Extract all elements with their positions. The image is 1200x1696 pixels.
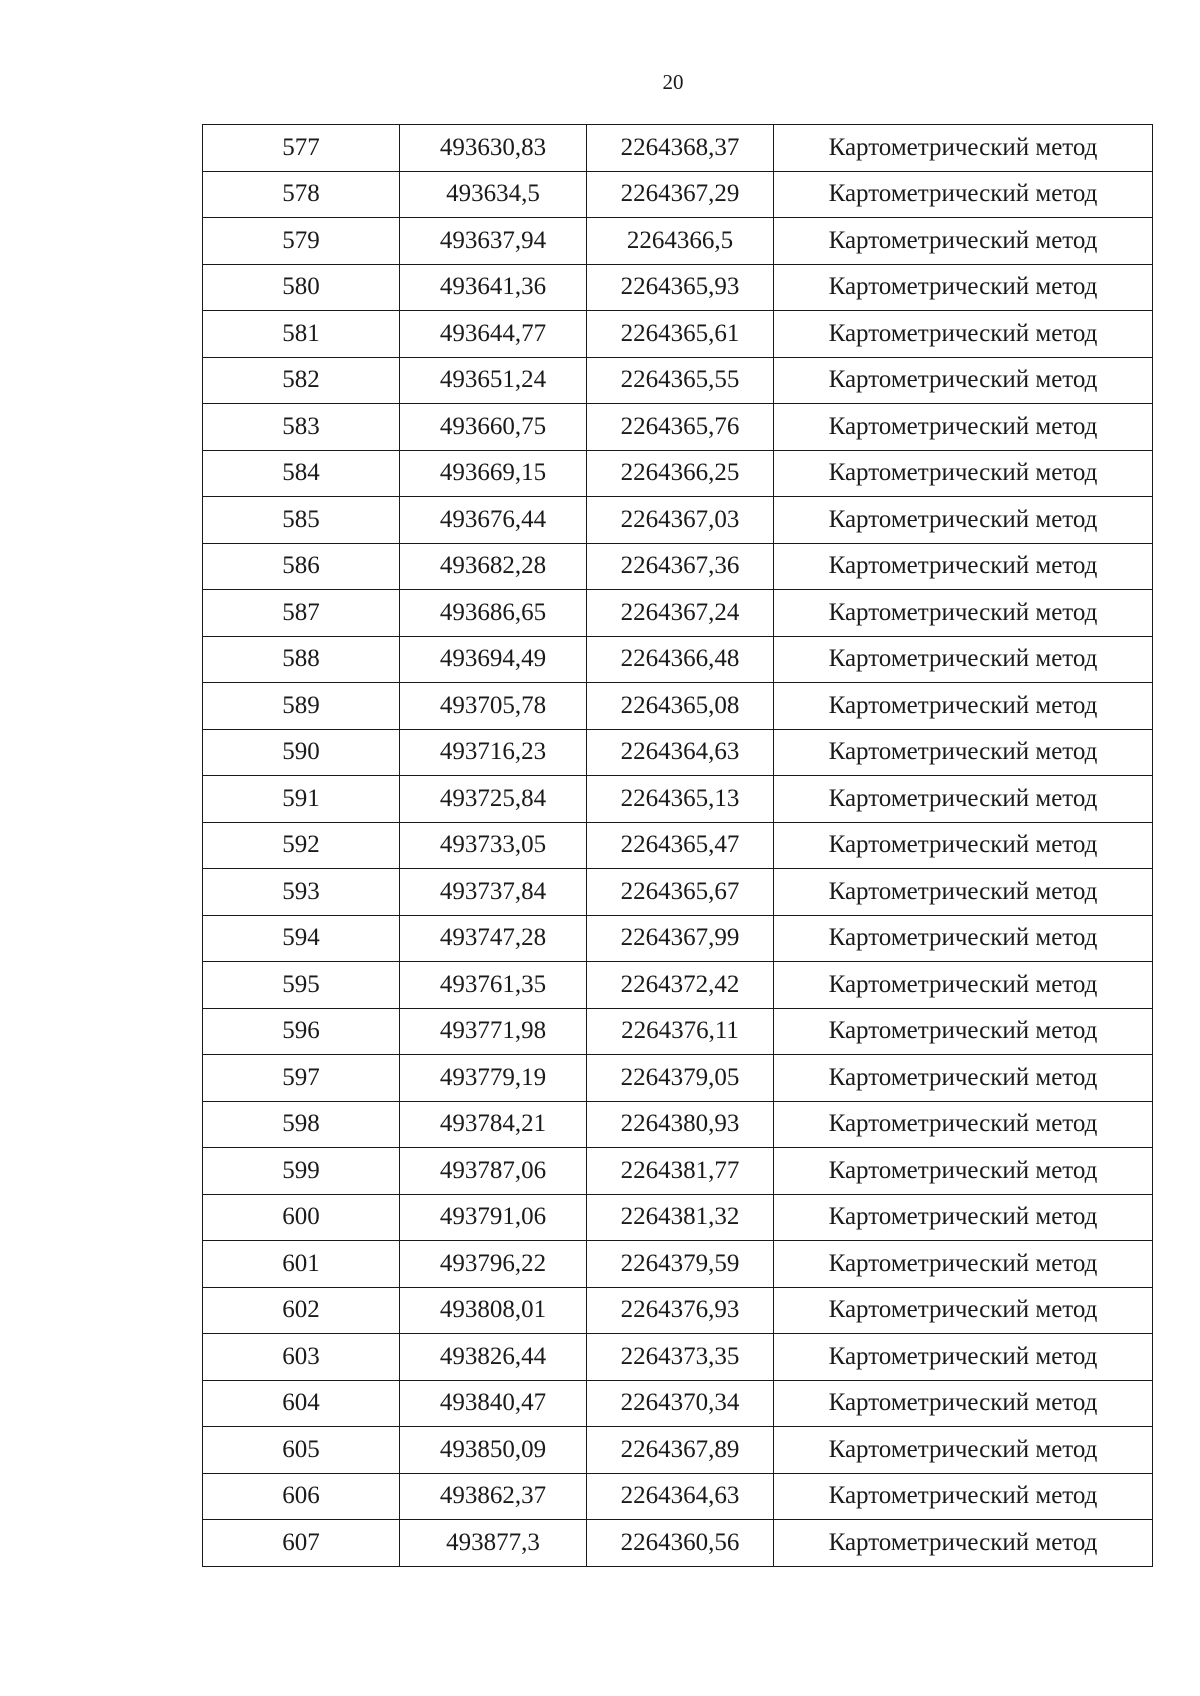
x-coordinate-cell: 493826,44 [400, 1334, 587, 1381]
point-number-cell: 580 [203, 264, 400, 311]
table-row [203, 404, 1153, 451]
y-coordinate-cell: 2264365,13 [587, 776, 774, 823]
method-cell: Картометрический метод [774, 543, 1153, 590]
x-coordinate-cell: 493796,22 [400, 1241, 587, 1288]
table-row [203, 636, 1153, 683]
y-coordinate-cell: 2264372,42 [587, 962, 774, 1009]
x-coordinate-cell: 493877,3 [400, 1520, 587, 1567]
method-cell: Картометрический метод [774, 1101, 1153, 1148]
point-number-cell: 577 [203, 125, 400, 172]
table-row [203, 218, 1153, 265]
method-cell: Картометрический метод [774, 1287, 1153, 1334]
point-number-cell: 581 [203, 311, 400, 358]
method-cell: Картометрический метод [774, 404, 1153, 451]
method-cell: Картометрический метод [774, 1427, 1153, 1474]
x-coordinate-cell: 493761,35 [400, 962, 587, 1009]
point-number-cell: 593 [203, 869, 400, 916]
y-coordinate-cell: 2264379,59 [587, 1241, 774, 1288]
y-coordinate-cell: 2264365,67 [587, 869, 774, 916]
table-row [203, 1334, 1153, 1381]
table-row [203, 590, 1153, 637]
method-cell: Картометрический метод [774, 1334, 1153, 1381]
y-coordinate-cell: 2264370,34 [587, 1380, 774, 1427]
point-number-cell: 596 [203, 1008, 400, 1055]
table-row [203, 776, 1153, 823]
table-row [203, 543, 1153, 590]
table-row [203, 1287, 1153, 1334]
point-number-cell: 586 [203, 543, 400, 590]
y-coordinate-cell: 2264381,32 [587, 1194, 774, 1241]
x-coordinate-cell: 493716,23 [400, 729, 587, 776]
method-cell: Картометрический метод [774, 218, 1153, 265]
y-coordinate-cell: 2264367,24 [587, 590, 774, 637]
page-number: 20 [662, 70, 684, 94]
table-row [203, 1473, 1153, 1520]
point-number-cell: 585 [203, 497, 400, 544]
x-coordinate-cell: 493694,49 [400, 636, 587, 683]
method-cell: Картометрический метод [774, 497, 1153, 544]
point-number-cell: 584 [203, 450, 400, 497]
coordinates-table-body [203, 125, 1153, 1567]
table-row [203, 1055, 1153, 1102]
point-number-cell: 590 [203, 729, 400, 776]
x-coordinate-cell: 493682,28 [400, 543, 587, 590]
x-coordinate-cell: 493630,83 [400, 125, 587, 172]
y-coordinate-cell: 2264379,05 [587, 1055, 774, 1102]
point-number-cell: 587 [203, 590, 400, 637]
table-row [203, 497, 1153, 544]
x-coordinate-cell: 493637,94 [400, 218, 587, 265]
table-row [203, 450, 1153, 497]
point-number-cell: 594 [203, 915, 400, 962]
point-number-cell: 592 [203, 822, 400, 869]
y-coordinate-cell: 2264365,93 [587, 264, 774, 311]
y-coordinate-cell: 2264373,35 [587, 1334, 774, 1381]
method-cell: Картометрический метод [774, 915, 1153, 962]
x-coordinate-cell: 493676,44 [400, 497, 587, 544]
method-cell: Картометрический метод [774, 450, 1153, 497]
point-number-cell: 588 [203, 636, 400, 683]
point-number-cell: 582 [203, 357, 400, 404]
point-number-cell: 603 [203, 1334, 400, 1381]
point-number-cell: 605 [203, 1427, 400, 1474]
point-number-cell: 600 [203, 1194, 400, 1241]
y-coordinate-cell: 2264366,25 [587, 450, 774, 497]
point-number-cell: 578 [203, 171, 400, 218]
table-row [203, 1520, 1153, 1567]
method-cell: Картометрический метод [774, 1194, 1153, 1241]
x-coordinate-cell: 493850,09 [400, 1427, 587, 1474]
point-number-cell: 604 [203, 1380, 400, 1427]
y-coordinate-cell: 2264365,47 [587, 822, 774, 869]
table-row [203, 729, 1153, 776]
y-coordinate-cell: 2264365,61 [587, 311, 774, 358]
method-cell: Картометрический метод [774, 311, 1153, 358]
table-row [203, 171, 1153, 218]
x-coordinate-cell: 493771,98 [400, 1008, 587, 1055]
method-cell: Картометрический метод [774, 776, 1153, 823]
table-row [203, 357, 1153, 404]
y-coordinate-cell: 2264365,55 [587, 357, 774, 404]
y-coordinate-cell: 2264367,03 [587, 497, 774, 544]
table-row [203, 1427, 1153, 1474]
y-coordinate-cell: 2264364,63 [587, 1473, 774, 1520]
point-number-cell: 599 [203, 1148, 400, 1195]
x-coordinate-cell: 493840,47 [400, 1380, 587, 1427]
y-coordinate-cell: 2264367,29 [587, 171, 774, 218]
point-number-cell: 589 [203, 683, 400, 730]
method-cell: Картометрический метод [774, 962, 1153, 1009]
y-coordinate-cell: 2264380,93 [587, 1101, 774, 1148]
x-coordinate-cell: 493660,75 [400, 404, 587, 451]
method-cell: Картометрический метод [774, 683, 1153, 730]
method-cell: Картометрический метод [774, 822, 1153, 869]
point-number-cell: 583 [203, 404, 400, 451]
y-coordinate-cell: 2264365,08 [587, 683, 774, 730]
table-row [203, 1101, 1153, 1148]
method-cell: Картометрический метод [774, 1008, 1153, 1055]
point-number-cell: 595 [203, 962, 400, 1009]
table-row [203, 1380, 1153, 1427]
x-coordinate-cell: 493686,65 [400, 590, 587, 637]
x-coordinate-cell: 493747,28 [400, 915, 587, 962]
y-coordinate-cell: 2264381,77 [587, 1148, 774, 1195]
table-row [203, 822, 1153, 869]
x-coordinate-cell: 493862,37 [400, 1473, 587, 1520]
table-row [203, 869, 1153, 916]
method-cell: Картометрический метод [774, 1241, 1153, 1288]
x-coordinate-cell: 493669,15 [400, 450, 587, 497]
method-cell: Картометрический метод [774, 729, 1153, 776]
x-coordinate-cell: 493737,84 [400, 869, 587, 916]
method-cell: Картометрический метод [774, 1055, 1153, 1102]
y-coordinate-cell: 2264367,89 [587, 1427, 774, 1474]
method-cell: Картометрический метод [774, 590, 1153, 637]
y-coordinate-cell: 2264376,11 [587, 1008, 774, 1055]
point-number-cell: 601 [203, 1241, 400, 1288]
table-row [203, 1148, 1153, 1195]
x-coordinate-cell: 493644,77 [400, 311, 587, 358]
point-number-cell: 598 [203, 1101, 400, 1148]
y-coordinate-cell: 2264368,37 [587, 125, 774, 172]
table-row [203, 1241, 1153, 1288]
method-cell: Картометрический метод [774, 869, 1153, 916]
x-coordinate-cell: 493641,36 [400, 264, 587, 311]
method-cell: Картометрический метод [774, 171, 1153, 218]
coordinates-table [202, 124, 1153, 1567]
y-coordinate-cell: 2264365,76 [587, 404, 774, 451]
method-cell: Картометрический метод [774, 125, 1153, 172]
method-cell: Картометрический метод [774, 264, 1153, 311]
y-coordinate-cell: 2264364,63 [587, 729, 774, 776]
table-row [203, 915, 1153, 962]
x-coordinate-cell: 493784,21 [400, 1101, 587, 1148]
table-row [203, 311, 1153, 358]
x-coordinate-cell: 493725,84 [400, 776, 587, 823]
point-number-cell: 597 [203, 1055, 400, 1102]
method-cell: Картометрический метод [774, 636, 1153, 683]
table-row [203, 125, 1153, 172]
y-coordinate-cell: 2264366,5 [587, 218, 774, 265]
method-cell: Картометрический метод [774, 1380, 1153, 1427]
x-coordinate-cell: 493705,78 [400, 683, 587, 730]
point-number-cell: 606 [203, 1473, 400, 1520]
table-row [203, 1008, 1153, 1055]
method-cell: Картометрический метод [774, 357, 1153, 404]
y-coordinate-cell: 2264367,36 [587, 543, 774, 590]
x-coordinate-cell: 493808,01 [400, 1287, 587, 1334]
x-coordinate-cell: 493787,06 [400, 1148, 587, 1195]
x-coordinate-cell: 493634,5 [400, 171, 587, 218]
y-coordinate-cell: 2264360,56 [587, 1520, 774, 1567]
method-cell: Картометрический метод [774, 1520, 1153, 1567]
y-coordinate-cell: 2264366,48 [587, 636, 774, 683]
point-number-cell: 602 [203, 1287, 400, 1334]
table-row [203, 264, 1153, 311]
x-coordinate-cell: 493779,19 [400, 1055, 587, 1102]
y-coordinate-cell: 2264367,99 [587, 915, 774, 962]
table-row [203, 1194, 1153, 1241]
x-coordinate-cell: 493791,06 [400, 1194, 587, 1241]
x-coordinate-cell: 493651,24 [400, 357, 587, 404]
method-cell: Картометрический метод [774, 1148, 1153, 1195]
x-coordinate-cell: 493733,05 [400, 822, 587, 869]
point-number-cell: 579 [203, 218, 400, 265]
point-number-cell: 591 [203, 776, 400, 823]
table-row [203, 962, 1153, 1009]
point-number-cell: 607 [203, 1520, 400, 1567]
y-coordinate-cell: 2264376,93 [587, 1287, 774, 1334]
method-cell: Картометрический метод [774, 1473, 1153, 1520]
table-row [203, 683, 1153, 730]
